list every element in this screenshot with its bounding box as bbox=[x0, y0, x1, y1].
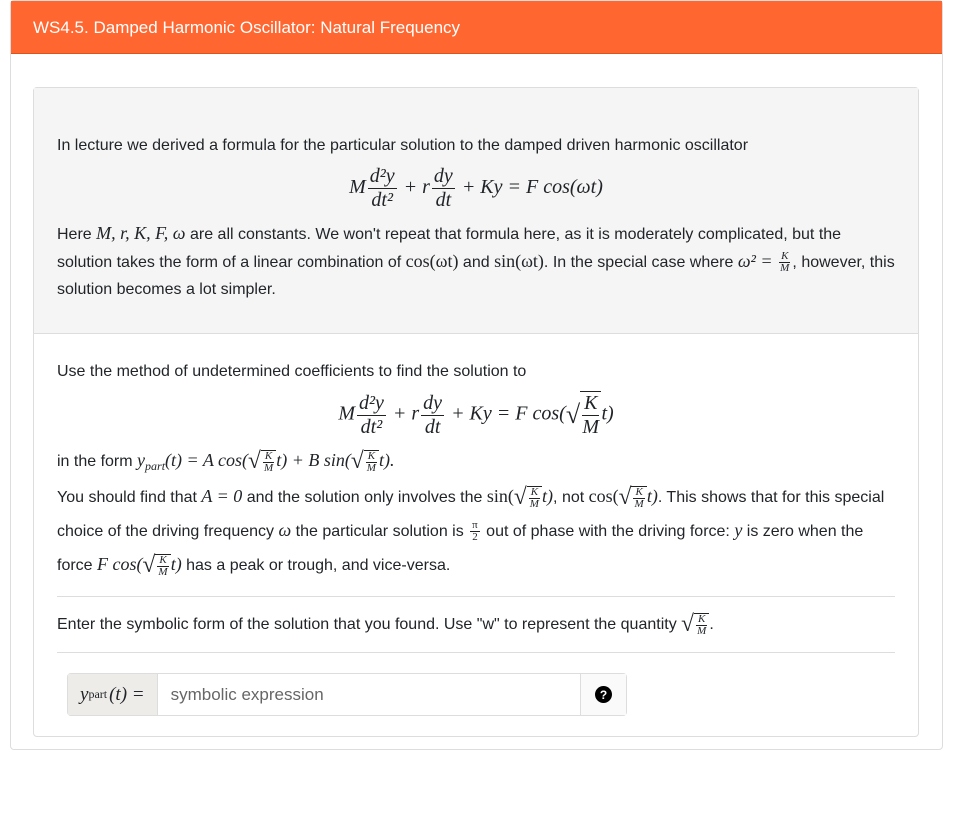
solution-form bbox=[57, 447, 895, 480]
question-section bbox=[34, 334, 918, 736]
math: sin( bbox=[486, 486, 514, 507]
denominator: M bbox=[634, 497, 644, 510]
math: t). bbox=[379, 450, 395, 470]
driven-equation bbox=[57, 391, 895, 439]
numerator: K bbox=[367, 449, 376, 462]
divider bbox=[57, 652, 895, 653]
fraction bbox=[779, 251, 790, 274]
intro-section bbox=[34, 88, 918, 334]
eq-term: M bbox=[338, 402, 356, 425]
text: in the form bbox=[57, 453, 138, 470]
help-button[interactable] bbox=[580, 674, 626, 715]
denominator: M bbox=[263, 461, 274, 474]
sqrt: √ $\frac{K}{M}$ bbox=[681, 613, 709, 637]
sqrt: √ $\frac{K}{M}$ bbox=[248, 450, 276, 474]
text: . bbox=[709, 616, 714, 634]
denominator: M bbox=[366, 461, 376, 474]
fraction bbox=[432, 165, 455, 212]
question-title: WS4.5. Damped Harmonic Oscillator: Natural Frequency bbox=[11, 1, 942, 54]
text: out of phase with the driving force: bbox=[481, 523, 735, 541]
math: M, r, K, F, ω bbox=[96, 223, 186, 243]
numerator: d²y bbox=[359, 391, 384, 414]
math: F cos( bbox=[97, 554, 143, 575]
sqrt: √ $\frac{K}{M}$ bbox=[351, 450, 379, 474]
denominator: dt² bbox=[371, 189, 393, 211]
eq-term: + r bbox=[403, 176, 430, 199]
sqrt: √ $\frac{K}{M}$ bbox=[514, 486, 542, 510]
numerator: d²y bbox=[369, 165, 395, 187]
text: , however, this solution becomes a lot simpler. bbox=[57, 254, 895, 298]
answer-input-group bbox=[67, 673, 627, 716]
math: (t) = A cos( bbox=[165, 450, 249, 470]
text: , not bbox=[553, 489, 589, 507]
text: and the solution only involves the bbox=[242, 489, 487, 507]
denominator: M bbox=[780, 262, 790, 275]
text: Here bbox=[57, 226, 97, 243]
math: part bbox=[88, 687, 108, 702]
text: is zero when the force bbox=[57, 523, 864, 575]
math: sin(ωt) bbox=[494, 251, 544, 271]
numerator: K bbox=[530, 485, 539, 498]
text: You should find that bbox=[57, 489, 202, 507]
answer-input[interactable] bbox=[158, 674, 580, 715]
math: t) bbox=[646, 486, 658, 507]
numerator: K bbox=[697, 612, 706, 625]
math: t) bbox=[542, 486, 554, 507]
numerator: K bbox=[584, 392, 598, 414]
text: Enter the symbolic form of the solution that you found. Use "w" to represent the quantity bbox=[57, 616, 682, 634]
denominator: M bbox=[697, 624, 707, 637]
question-body bbox=[33, 87, 919, 737]
sqrt: √ $\frac{K}{M}$ bbox=[143, 554, 171, 578]
numerator: K bbox=[159, 553, 167, 566]
math: y bbox=[137, 450, 146, 470]
math: cos(ωt) bbox=[405, 251, 459, 271]
oscillator-equation bbox=[57, 165, 895, 212]
denominator: M bbox=[582, 416, 600, 438]
denominator: 2 bbox=[472, 531, 478, 544]
numerator: dy bbox=[423, 391, 443, 414]
eq-term: + r bbox=[392, 402, 420, 425]
denominator: M bbox=[158, 565, 168, 578]
math: ω² = bbox=[737, 251, 778, 271]
denominator: dt bbox=[435, 189, 452, 211]
fraction bbox=[470, 520, 480, 543]
instruction bbox=[57, 611, 895, 638]
fraction bbox=[157, 555, 168, 578]
fraction bbox=[357, 392, 386, 439]
eq-term: t) bbox=[601, 402, 614, 425]
text: has a peak or trough, and vice-versa. bbox=[181, 557, 451, 575]
answer-label bbox=[68, 674, 158, 715]
text: . In the special case where bbox=[543, 254, 738, 271]
numerator: K bbox=[635, 485, 643, 498]
answer-input-wrapper bbox=[158, 674, 580, 715]
sqrt: √ $\frac{K}{M}$ bbox=[619, 486, 647, 510]
fraction bbox=[421, 392, 444, 439]
numerator: dy bbox=[433, 165, 453, 187]
fraction bbox=[529, 487, 540, 510]
eq-term: M bbox=[349, 176, 366, 199]
eq-term: + Ky = F cos(ωt) bbox=[461, 176, 603, 199]
numerator: K bbox=[781, 250, 789, 263]
text: are all constants. We won't repeat that formula here, as it is moderately complicated, but the solution takes the form of a linear combination of bbox=[57, 226, 842, 271]
math: y bbox=[734, 520, 743, 541]
divider bbox=[57, 596, 895, 597]
math: y bbox=[80, 683, 89, 705]
fraction bbox=[696, 614, 707, 637]
question-card bbox=[10, 0, 943, 750]
fraction bbox=[366, 451, 377, 474]
math: t) + B sin( bbox=[276, 450, 351, 470]
numerator: K bbox=[264, 449, 273, 462]
intro-text: In lecture we derived a formula for the particular solution to the damped driven harmonic oscillator bbox=[57, 137, 749, 154]
question-text: Use the method of undetermined coefficients to find the solution to bbox=[57, 363, 527, 380]
text: . This shows that for this special choice of the driving frequency bbox=[57, 489, 885, 541]
question-mark-icon: ? bbox=[595, 686, 612, 703]
fraction bbox=[263, 451, 274, 474]
explanation bbox=[57, 480, 895, 582]
fraction bbox=[368, 165, 397, 212]
math: ω bbox=[278, 520, 292, 541]
fraction bbox=[633, 487, 644, 510]
text: and bbox=[458, 254, 495, 271]
eq-term: + Ky = F cos( bbox=[451, 402, 566, 425]
intro-paragraph bbox=[57, 220, 895, 303]
math: cos( bbox=[588, 486, 619, 507]
math: part bbox=[145, 459, 166, 474]
fraction bbox=[582, 392, 599, 439]
text: the particular solution is bbox=[291, 523, 469, 541]
denominator: dt bbox=[424, 415, 441, 438]
numerator: π bbox=[472, 519, 478, 532]
denominator: M bbox=[529, 497, 539, 510]
answer-placeholder: symbolic expression bbox=[170, 684, 324, 704]
sqrt: √ $\frac{K}{M}$ bbox=[566, 391, 602, 439]
math: A = 0 bbox=[201, 486, 243, 507]
denominator: dt² bbox=[360, 415, 383, 438]
math: (t) = bbox=[109, 683, 145, 705]
math: t) bbox=[170, 554, 182, 575]
